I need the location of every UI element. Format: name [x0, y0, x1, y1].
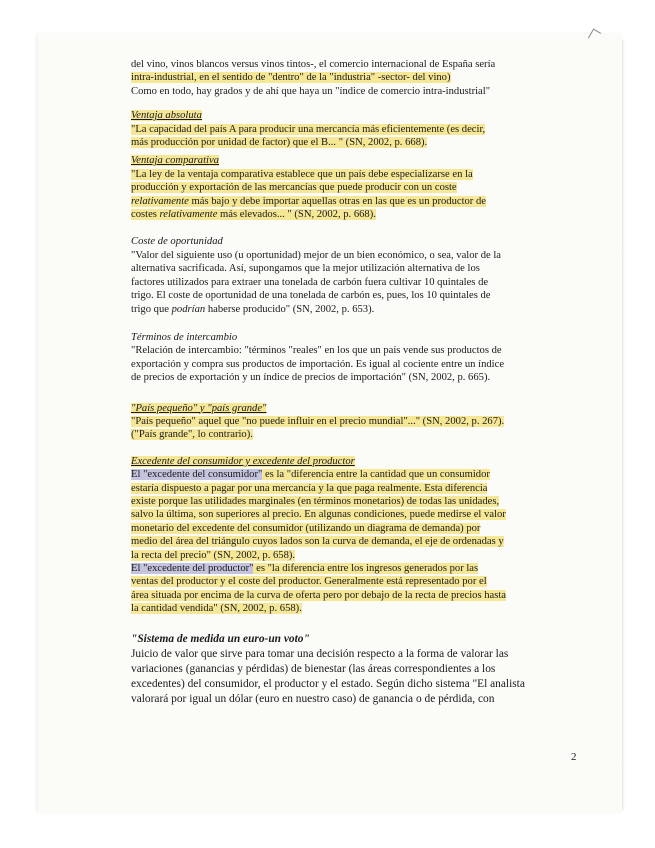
excedente-line-4: salvo la última, son superiores al precio. En algunas condiciones, puede medirse el valor	[131, 509, 506, 521]
ventaja-absoluta-heading: Ventaja absoluta	[131, 110, 202, 122]
ventaja-comparativa-line-4c: más elevados... " (SN, 2002, p. 668).	[217, 209, 376, 221]
document-body	[131, 58, 569, 707]
ventaja-comparativa-line-4b: relativamente	[159, 209, 218, 221]
page-edge	[622, 40, 625, 810]
sistema-medida-line-3: excedentes) del consumidor, el productor y el estado. Según dicho sistema "El analista	[131, 677, 525, 690]
ventaja-comparativa-line-3a: relativamente	[131, 195, 189, 207]
excedente-section	[131, 455, 569, 616]
ventaja-comparativa-line-1: "La ley de la ventaja comparativa establece que un país debe especializarse en la	[131, 168, 473, 180]
pais-pequeno-line-2: ("País grande", lo contrario).	[131, 429, 253, 441]
terminos-intercambio-line-3: de precios de exportación y un índice de precios de importación" (SN, 2002, p. 665).	[131, 372, 491, 384]
excedente-line-3: existe porque las utilidades marginales (en términos monetarios) de todas las unidades,	[131, 495, 500, 507]
excedente-line-5: monetario del excedente del consumidor (utilizando un diagrama de demanda) por	[131, 522, 481, 534]
intro-line-3: Como en todo, hay grados y de ahí que haya un "índice de comercio intra-industrial"	[131, 85, 491, 97]
ventaja-comparativa-line-2: producción y exportación de las mercancías que puede producir con un coste	[131, 182, 457, 194]
excedente-line-6: medio del área del triángulo cuyos lados son la curva de demanda, el eje de ordenadas y	[131, 536, 504, 548]
terminos-intercambio-heading: Términos de intercambio	[131, 331, 238, 343]
excedente-line-10: área situada por encima de la curva de oferta pero por debajo de la recta de precios hasta	[131, 589, 507, 601]
sistema-medida-line-1: Juicio de valor que sirve para tomar una decisión respecto a la forma de valorar las	[131, 647, 509, 660]
sistema-medida-heading: "Sistema de medida un euro-un voto"	[131, 632, 310, 645]
coste-oportunidad-line-5b: podrían	[171, 303, 206, 315]
coste-oportunidad-line-1: "Valor del siguiente uso (u oportunidad) mejor de un bien económico, o sea, valor de la	[131, 249, 501, 261]
intro-line-1: del vino, vinos blancos versus vinos tintos-, el comercio internacional de España sería	[131, 59, 496, 70]
excedente-heading: Excedente del consumidor y excedente del productor	[131, 455, 355, 467]
terminos-intercambio-line-1: "Relación de intercambio: "términos "reales" en los que un país vende sus productos de	[131, 345, 502, 357]
sistema-medida-section	[131, 632, 569, 707]
coste-oportunidad-line-2: alternativa sacrificada. Así, supongamos que la mejor utilización alternativa de los	[131, 263, 480, 275]
excedente-line-11: la cantidad vendida" (SN, 2002, p. 658).	[131, 603, 302, 615]
intro-line-2: intra-industrial, en el sentido de "dentro" de la "industria" -sector- del vino)	[131, 72, 451, 84]
coste-oportunidad-line-5c: haberse producido" (SN, 2002, p. 653).	[205, 303, 375, 315]
coste-oportunidad-line-5a: trigo que	[131, 303, 172, 315]
excedente-line-9: ventas del productor y el coste del productor. Generalmente está representado por el	[131, 576, 487, 588]
ventaja-absoluta-section	[131, 109, 569, 149]
excedente-line-2: estaría dispuesto a pagar por una mercancía y la que paga realmente. Esta diferencia	[131, 482, 488, 494]
sistema-medida-line-2: variaciones (ganancias y pérdidas) de bienestar (las áreas correspondientes a los	[131, 662, 496, 675]
page-number: 2	[571, 751, 577, 763]
pais-pequeno-section	[131, 402, 569, 442]
ventaja-absoluta-line-1: "La capacidad del país A para producir una mercancía más eficientemente (es decir,	[131, 123, 486, 135]
pais-pequeno-heading: "País pequeño" y "país grande"	[131, 402, 267, 414]
coste-oportunidad-line-3: factores utilizados para extraer una tonelada de carbón fuera cultivar 10 quintales de	[131, 276, 489, 288]
terminos-intercambio-section	[131, 331, 569, 385]
excedente-line-8: es "la diferencia entre los ingresos generados por las	[253, 563, 479, 574]
ventaja-comparativa-line-3b: más bajo y debe importar aquellas otras en las que es un productor de	[188, 195, 486, 207]
excedente-consumidor-term: El "excedente del consumidor"	[131, 469, 263, 481]
pais-pequeno-line-1: "País pequeño" aquel que "no puede influir en el precio mundial"..." (SN, 2002, p. 267).	[131, 415, 505, 427]
ventaja-comparativa-line-4a: costes	[131, 209, 160, 221]
terminos-intercambio-line-2: exportación y compra sus productos de importación. Es igual al cociente entre un índice	[131, 358, 505, 370]
coste-oportunidad-section	[131, 235, 569, 315]
intro-paragraph	[131, 58, 569, 98]
ventaja-absoluta-line-2: más producción por unidad de factor) que el B... " (SN, 2002, p. 668).	[131, 137, 428, 149]
excedente-line-7: la recta del precio" (SN, 2002, p. 658).	[131, 549, 296, 561]
ventaja-comparativa-section	[131, 154, 569, 221]
coste-oportunidad-line-4: trigo. El coste de oportunidad de una tonelada de carbón es, pues, los 10 quintales de	[131, 290, 491, 302]
excedente-productor-term: El "excedente del productor"	[131, 563, 254, 574]
sistema-medida-line-4: valorará por igual un dólar (euro en nuestro caso) de ganancia o de pérdida, con	[131, 692, 495, 705]
coste-oportunidad-heading: Coste de oportunidad	[131, 236, 223, 248]
ventaja-comparativa-heading: Ventaja comparativa	[131, 155, 219, 167]
excedente-line-1: es la "diferencia entre la cantidad que un consumidor	[262, 469, 490, 481]
